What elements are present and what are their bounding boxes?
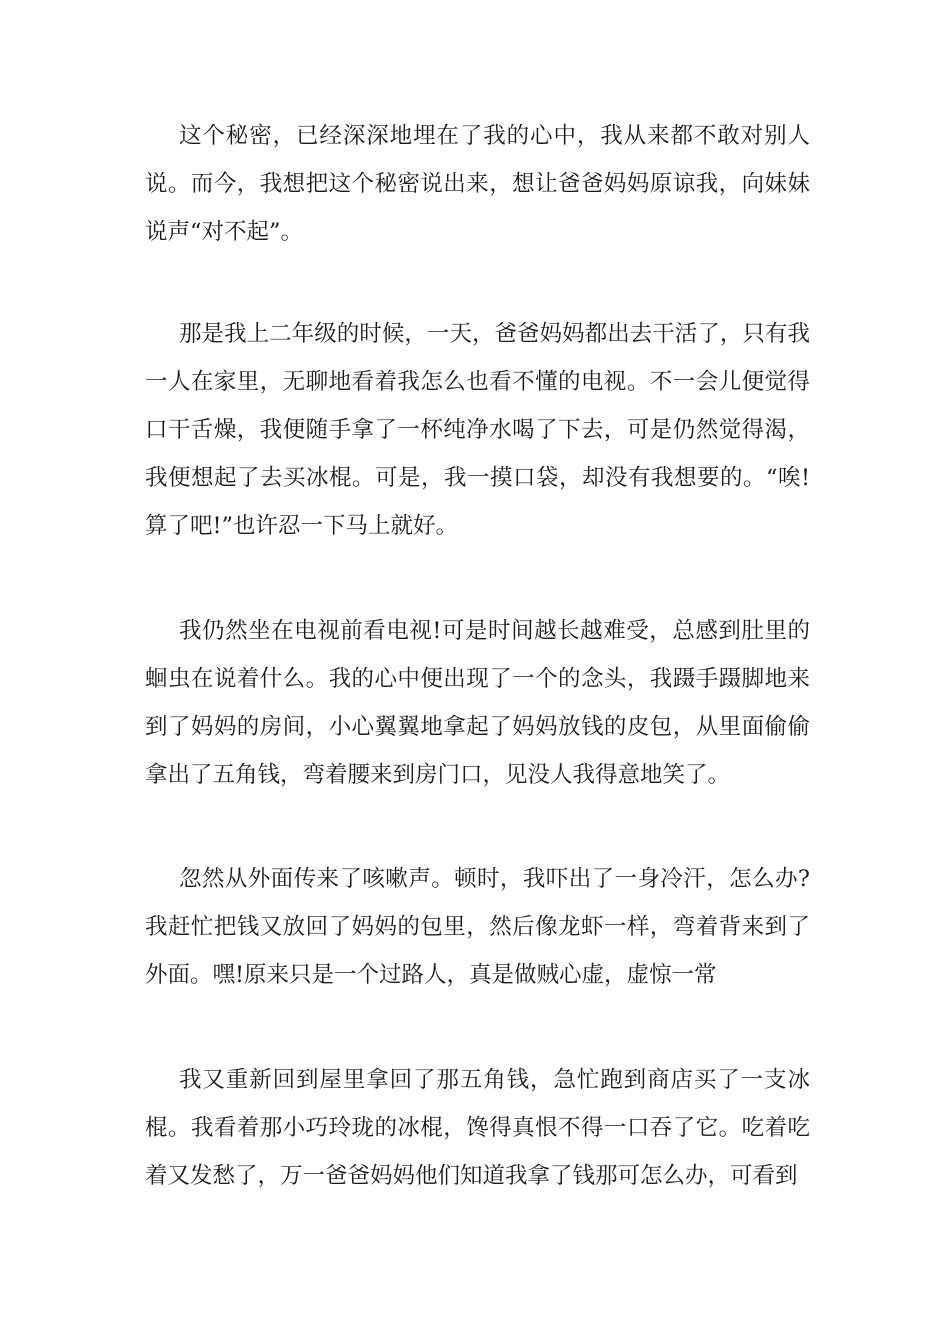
paragraph-3: 我仍然坐在电视前看电视!可是时间越长越难受，总感到肚里的蛔虫在说着什么。我的心中便出现了一个的念头，我蹑手蹑脚地来到了妈妈的房间，小心翼翼地拿起了妈妈放钱的皮包，从里面偷偷拿出了五角钱，弯着腰来到房门口，见没人我得意地笑了。 bbox=[145, 618, 810, 788]
paragraph-5: 我又重新回到屋里拿回了那五角钱，急忙跑到商店买了一支冰棍。我看着那小巧玲珑的冰棍，馋得真恨不得一口吞了它。吃着吃着又发愁了，万一爸爸妈妈他们知道我拿了钱那可怎么办，可看到 bbox=[145, 1067, 810, 1189]
paragraph-1: 这个秘密，已经深深地埋在了我的心中，我从来都不敢对别人说。而今，我想把这个秘密说出来，想让爸爸妈妈原谅我，向妹妹说声“对不起”。 bbox=[145, 123, 810, 245]
paragraph-2: 那是我上二年级的时候，一天，爸爸妈妈都出去干活了，只有我一人在家里，无聊地看着我怎么也看不懂的电视。不一会儿便觉得口干舌燥，我便随手拿了一杯纯净水喝了下去，可是仍然觉得渴，我便想起了去买冰棍。可是，我一摸口袋，却没有我想要的。“唉!算了吧!”也许忍一下马上就好。 bbox=[145, 321, 810, 539]
paragraph-4: 忽然从外面传来了咳嗽声。顿时，我吓出了一身冷汗，怎么办?我赶忙把钱又放回了妈妈的包里，然后像龙虾一样，弯着背来到了外面。嘿!原来只是一个过路人，真是做贼心虚，虚惊一常 bbox=[145, 866, 810, 988]
